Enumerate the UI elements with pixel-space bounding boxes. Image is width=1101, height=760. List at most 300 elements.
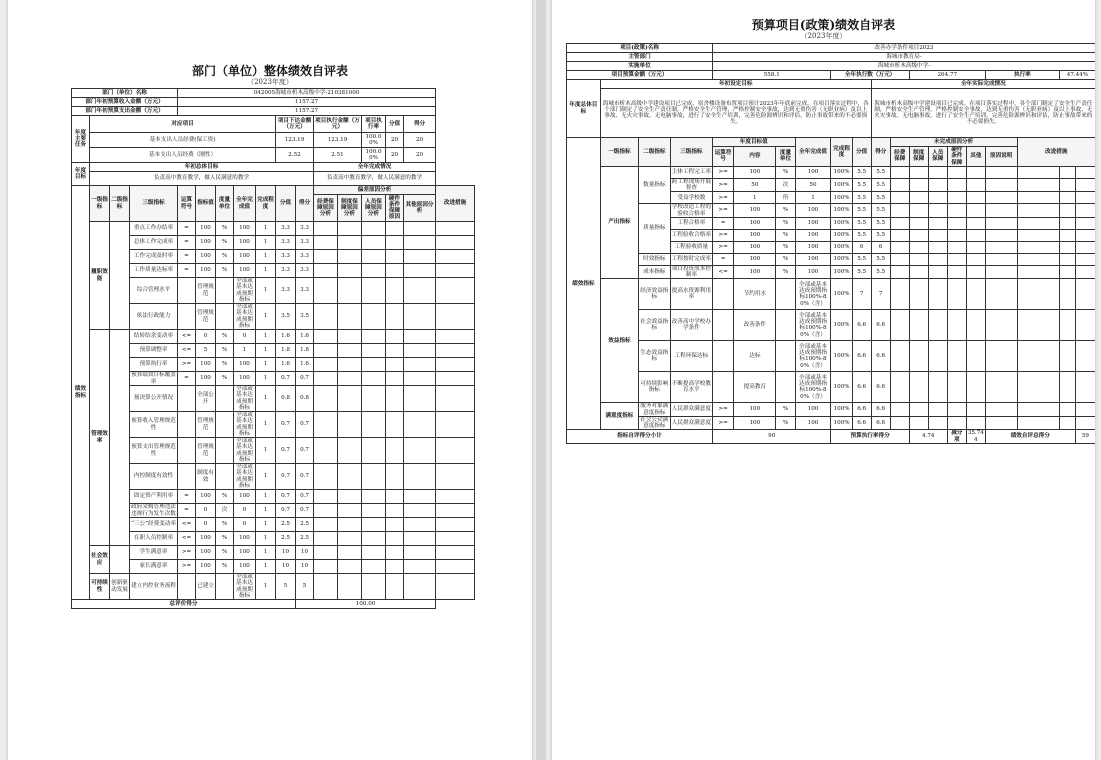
empty-cell <box>404 222 436 236</box>
table-row <box>72 464 475 490</box>
table-cell: 工作质量达标率 <box>130 264 178 278</box>
table-cell: 100 <box>196 372 216 386</box>
table-cell: % <box>216 264 234 278</box>
empty-cell <box>890 178 909 192</box>
empty-cell <box>386 358 404 372</box>
table-row <box>72 490 475 504</box>
table-cell: 3.3 <box>296 264 314 278</box>
table-cell: 0.8 <box>296 386 314 412</box>
empty-cell <box>314 464 338 490</box>
table-cell <box>776 310 795 341</box>
table-cell: 6.6 <box>871 341 890 372</box>
empty-cell <box>338 490 362 504</box>
table-cell: 100 <box>234 264 256 278</box>
empty-cell <box>314 412 338 438</box>
table-cell: 管理规范 <box>196 438 216 464</box>
table-cell: % <box>776 229 795 241</box>
table-cell: 0.7 <box>296 438 314 464</box>
table-cell: 100 <box>234 490 256 504</box>
table-row <box>72 330 475 344</box>
table-cell: 受益学校数 <box>670 192 712 204</box>
table-cell: 6.6 <box>871 403 890 417</box>
table-cell: 提高教育 <box>734 372 776 403</box>
table-cell: 100 <box>234 250 256 264</box>
empty-cell <box>338 264 362 278</box>
table-row <box>567 166 1096 178</box>
table-cell: % <box>776 253 795 265</box>
table-cell: <= <box>178 532 196 546</box>
empty-cell <box>386 222 404 236</box>
empty-cell <box>314 490 338 504</box>
table-cell: 全部或基本达成预期指标100%-80%（含） <box>795 279 831 310</box>
empty-cell <box>338 250 362 264</box>
empty-cell <box>1059 403 1075 417</box>
empty-cell <box>1017 310 1059 341</box>
empty-cell <box>436 278 475 304</box>
empty-cell <box>314 560 338 574</box>
table-cell: 内容 <box>734 147 776 167</box>
empty-cell <box>386 330 404 344</box>
table-cell: 1 <box>256 358 276 372</box>
table-cell: 所 <box>776 192 795 204</box>
table-cell: 部门年初预算支出金额（万元） <box>72 107 178 116</box>
empty-cell <box>338 222 362 236</box>
table-cell: 内控制度有效性 <box>130 464 178 490</box>
table-cell: 20 <box>404 133 436 148</box>
table-cell: >= <box>713 416 734 430</box>
empty-cell <box>1017 192 1059 204</box>
table-cell: 100 <box>196 250 216 264</box>
table-cell: % <box>216 330 234 344</box>
table-cell <box>776 341 795 372</box>
table-cell: 1.6 <box>276 358 296 372</box>
empty-cell <box>1059 279 1075 310</box>
empty-cell <box>985 178 1017 192</box>
table-cell <box>216 438 234 464</box>
table-cell <box>216 412 234 438</box>
empty-cell <box>966 253 985 265</box>
empty-cell <box>314 372 338 386</box>
empty-cell <box>314 222 338 236</box>
empty-cell <box>890 217 909 229</box>
empty-cell <box>890 166 909 178</box>
table-cell: 基本支出人员经费(保工资) <box>90 133 276 148</box>
empty-cell <box>985 192 1017 204</box>
table-cell: 123.19 <box>314 133 362 148</box>
empty-cell <box>436 386 475 412</box>
table-cell: 7 <box>871 279 890 310</box>
table-cell: 20 <box>386 148 404 163</box>
table-cell: 0.7 <box>276 438 296 464</box>
empty-cell <box>386 504 404 518</box>
empty-cell <box>436 372 475 386</box>
table-cell: 1 <box>256 560 276 574</box>
table-cell: % <box>216 358 234 372</box>
empty-cell <box>947 204 966 218</box>
empty-cell <box>890 229 909 241</box>
table-cell: >= <box>178 546 196 560</box>
table-cell: 未完成原因分析 <box>890 138 1017 147</box>
empty-cell <box>909 279 928 310</box>
table-cell: = <box>178 490 196 504</box>
table-cell: 得分 <box>404 116 436 133</box>
left-form-table <box>71 88 475 609</box>
table-cell: 100 <box>734 217 776 229</box>
empty-cell <box>338 518 362 532</box>
empty-cell <box>436 504 475 518</box>
empty-cell <box>928 372 947 403</box>
empty-cell <box>436 344 475 358</box>
table-cell: 100 <box>795 229 831 241</box>
empty-cell <box>404 504 436 518</box>
table-cell: 年度目标 <box>72 163 90 186</box>
empty-cell <box>338 532 362 546</box>
empty-cell <box>436 330 475 344</box>
table-cell: 改善办学条件项目2023 <box>713 44 1095 53</box>
table-cell: 全部或基本达成预期指标100%-80%（含） <box>795 372 831 403</box>
table-cell <box>776 372 795 403</box>
table-row <box>72 372 475 386</box>
table-cell: 59 <box>1075 430 1095 444</box>
empty-cell <box>436 358 475 372</box>
empty-cell <box>362 412 386 438</box>
table-cell: 社会效益指标 <box>638 310 670 341</box>
table-row <box>72 412 475 438</box>
table-cell <box>216 278 234 304</box>
empty-cell <box>985 403 1017 417</box>
table-cell: 100 <box>795 166 831 178</box>
empty-cell <box>404 518 436 532</box>
table-cell: 558.1 <box>713 71 831 80</box>
table-cell: 分值 <box>386 116 404 133</box>
empty-cell <box>436 574 475 600</box>
empty-cell <box>947 229 966 241</box>
empty-cell <box>909 229 928 241</box>
empty-cell <box>314 504 338 518</box>
table-cell: 政府采购管理违法违规行为发生次数 <box>131 504 176 517</box>
empty-cell <box>1017 372 1059 403</box>
table-cell <box>178 278 196 304</box>
table-cell: 分值 <box>276 186 296 222</box>
table-cell: 管理效率 <box>90 330 110 546</box>
table-cell: % <box>216 546 234 560</box>
table-cell <box>178 412 196 438</box>
table-row <box>567 71 1096 80</box>
table-cell: 项目(政策)名称 <box>567 44 713 53</box>
table-cell: 质量指标 <box>638 204 670 254</box>
table-cell: 100 <box>795 416 831 430</box>
table-cell: 6.6 <box>852 416 871 430</box>
empty-cell <box>1075 217 1095 229</box>
empty-cell <box>947 372 966 403</box>
table-cell: 全部或基本达成预期指标 <box>234 278 256 304</box>
table-cell: 100 <box>196 236 216 250</box>
table-cell: 100 <box>196 358 216 372</box>
table-cell: 100% <box>831 265 852 279</box>
table-cell: 固定资产利用率 <box>130 490 178 504</box>
table-cell: 0.7 <box>276 412 296 438</box>
empty-cell <box>985 229 1017 241</box>
table-cell: 6 <box>871 241 890 253</box>
table-cell: 达标 <box>734 341 776 372</box>
table-cell: 1 <box>256 518 276 532</box>
empty-cell <box>314 250 338 264</box>
table-cell: 管理规范 <box>196 304 216 330</box>
table-cell: 得分 <box>871 138 890 167</box>
right-page-title: 预算项目(政策)绩效自评表 <box>751 18 896 32</box>
table-cell: 100 <box>234 236 256 250</box>
table-cell: 生态效益指标 <box>638 341 670 372</box>
empty-cell <box>985 341 1017 372</box>
empty-cell <box>404 560 436 574</box>
empty-cell <box>947 178 966 192</box>
left-document-page <box>8 0 532 760</box>
table-cell: 4.74 <box>909 430 947 444</box>
table-cell: 经济效益指标 <box>638 279 670 310</box>
empty-cell <box>1075 372 1095 403</box>
table-cell: 0 <box>234 330 256 344</box>
table-cell: >= <box>713 166 734 178</box>
table-row <box>567 279 1096 310</box>
table-cell: 经费保障 <box>890 147 909 167</box>
table-cell: 节约用水 <box>734 279 776 310</box>
empty-cell <box>890 265 909 279</box>
empty-cell <box>1059 217 1075 229</box>
table-cell: 6.6 <box>852 403 871 417</box>
table-cell: 工程按时完成率 <box>670 253 712 265</box>
table-cell: 主管部门 <box>567 53 713 62</box>
table-cell: 1.8 <box>296 344 314 358</box>
table-cell: % <box>776 241 795 253</box>
table-cell <box>178 386 196 412</box>
table-cell: 项目下达金额（万元） <box>276 116 314 133</box>
table-cell: % <box>216 560 234 574</box>
table-cell: 综合管理水平 <box>130 278 178 304</box>
empty-cell <box>404 236 436 250</box>
table-row <box>72 186 475 195</box>
table-row <box>72 344 475 358</box>
table-row <box>72 386 475 412</box>
table-cell: 100% <box>831 178 852 192</box>
empty-cell <box>338 560 362 574</box>
table-row <box>567 138 1096 147</box>
empty-cell <box>1059 253 1075 265</box>
table-cell: 度量单位 <box>216 186 234 222</box>
table-cell: 改善条件 <box>734 310 776 341</box>
empty-cell <box>909 217 928 229</box>
table-cell: 绩效指标 <box>72 186 90 600</box>
table-cell <box>216 304 234 330</box>
table-row <box>567 372 1096 403</box>
table-row <box>72 116 475 133</box>
empty-cell <box>966 310 985 341</box>
table-cell: 0.7 <box>276 490 296 504</box>
table-cell: 50 <box>795 178 831 192</box>
table-cell: 年度目标值 <box>713 138 796 147</box>
table-cell: 依法行政能力 <box>130 304 178 330</box>
empty-cell <box>314 546 338 560</box>
table-row <box>567 310 1096 341</box>
empty-cell <box>1075 178 1095 192</box>
table-cell: 100.00% <box>362 133 386 148</box>
empty-cell <box>404 412 436 438</box>
table-row <box>567 341 1096 372</box>
table-cell: >= <box>713 204 734 218</box>
empty-cell <box>966 178 985 192</box>
empty-cell <box>314 278 338 304</box>
empty-cell <box>909 341 928 372</box>
empty-cell <box>362 490 386 504</box>
empty-cell <box>386 264 404 278</box>
empty-cell <box>890 192 909 204</box>
empty-cell <box>966 166 985 178</box>
table-cell: % <box>776 204 795 218</box>
empty-cell <box>1059 310 1075 341</box>
table-cell: >= <box>713 192 734 204</box>
table-cell: 总评价得分 <box>72 600 296 609</box>
table-row <box>72 504 475 518</box>
table-cell: 100 <box>234 546 256 560</box>
table-cell: 100 <box>734 265 776 279</box>
table-row <box>72 600 475 609</box>
table-cell: 预算支出管理规范性 <box>130 438 178 464</box>
table-cell: 工程环保达标 <box>670 341 712 372</box>
table-cell: 100 <box>734 204 776 218</box>
table-cell: 0.8 <box>276 386 296 412</box>
empty-cell <box>890 241 909 253</box>
empty-cell <box>314 264 338 278</box>
empty-cell <box>928 341 947 372</box>
empty-cell <box>386 490 404 504</box>
table-cell: 3.3 <box>296 236 314 250</box>
table-cell: 经费保障原因分析 <box>314 195 338 222</box>
table-cell: 6.6 <box>871 416 890 430</box>
table-cell: 全部或基本达成预期指标 <box>234 438 256 464</box>
table-cell: 全部或基本达成预期指标 <box>234 464 256 490</box>
empty-cell <box>890 341 909 372</box>
table-cell: >= <box>713 403 734 417</box>
table-cell: 5 <box>296 574 314 600</box>
empty-cell <box>362 344 386 358</box>
empty-cell <box>1059 241 1075 253</box>
table-row <box>567 253 1096 265</box>
empty-cell <box>928 265 947 279</box>
table-cell: 6.6 <box>852 310 871 341</box>
empty-cell <box>436 438 475 464</box>
empty-cell <box>966 217 985 229</box>
table-cell: 20 <box>404 148 436 163</box>
table-cell: 三级指标 <box>130 186 178 222</box>
empty-cell <box>966 279 985 310</box>
empty-cell <box>386 438 404 464</box>
empty-cell <box>966 192 985 204</box>
empty-cell <box>1075 279 1095 310</box>
table-cell: 47.44% <box>1059 71 1095 80</box>
empty-cell <box>985 241 1017 253</box>
table-cell: 总体工作完成率 <box>130 236 178 250</box>
table-cell: 100% <box>831 204 852 218</box>
empty-cell <box>1075 192 1095 204</box>
table-row <box>72 358 475 372</box>
table-cell: 制度有效 <box>196 464 216 490</box>
table-row <box>72 518 475 532</box>
empty-cell <box>928 241 947 253</box>
table-cell: 100 <box>795 217 831 229</box>
table-cell: = <box>713 253 734 265</box>
table-cell <box>178 464 196 490</box>
table-cell: 0.7 <box>276 504 296 518</box>
table-cell: 1 <box>256 278 276 304</box>
table-row <box>72 278 475 304</box>
empty-cell <box>1017 217 1059 229</box>
empty-cell <box>1017 166 1059 178</box>
table-cell: 10 <box>276 546 296 560</box>
table-cell: 100 <box>795 265 831 279</box>
empty-cell <box>386 278 404 304</box>
table-cell: 产出指标 <box>600 166 638 279</box>
empty-cell <box>1017 178 1059 192</box>
table-cell: 1.6 <box>296 358 314 372</box>
empty-cell <box>436 250 475 264</box>
table-cell <box>110 546 130 574</box>
table-cell: >= <box>178 358 196 372</box>
empty-cell <box>947 416 966 430</box>
table-cell: % <box>216 236 234 250</box>
table-cell: 得分 <box>296 186 314 222</box>
table-cell <box>216 386 234 412</box>
empty-cell <box>338 330 362 344</box>
empty-cell <box>890 310 909 341</box>
table-cell: 100% <box>831 241 852 253</box>
table-cell: 全年完成值 <box>234 186 256 222</box>
table-row <box>567 80 1096 89</box>
table-row <box>72 532 475 546</box>
table-cell: 绩效自评总得分 <box>985 430 1075 444</box>
empty-cell <box>338 386 362 412</box>
table-cell: 海城市教育局- <box>713 53 1095 62</box>
table-cell: 100% <box>831 416 852 430</box>
table-cell: 年度总体目标 <box>567 80 601 138</box>
table-cell: 5.5 <box>871 265 890 279</box>
table-cell: 5.5 <box>852 229 871 241</box>
empty-cell <box>966 403 985 417</box>
empty-cell <box>404 304 436 330</box>
empty-cell <box>386 386 404 412</box>
table-cell: 1 <box>256 250 276 264</box>
empty-cell <box>1017 229 1059 241</box>
table-row <box>72 163 475 172</box>
empty-cell <box>985 217 1017 229</box>
table-cell: 人民群众满意度 <box>670 403 712 417</box>
table-cell: 5 <box>196 344 216 358</box>
empty-cell <box>909 403 928 417</box>
table-cell: 5 <box>276 574 296 600</box>
table-cell: 0.7 <box>296 490 314 504</box>
table-cell: 3.3 <box>296 250 314 264</box>
table-cell: 100% <box>831 229 852 241</box>
empty-cell <box>386 250 404 264</box>
table-cell: 35.744 <box>967 430 984 443</box>
empty-cell <box>404 532 436 546</box>
table-row <box>72 574 475 600</box>
empty-cell <box>890 372 909 403</box>
table-cell: 100 <box>795 253 831 265</box>
table-cell: % <box>776 416 795 430</box>
table-cell: 20 <box>386 133 404 148</box>
table-cell: 0 <box>196 330 216 344</box>
table-cell: 绩效指标 <box>567 138 601 430</box>
empty-cell <box>436 532 475 546</box>
